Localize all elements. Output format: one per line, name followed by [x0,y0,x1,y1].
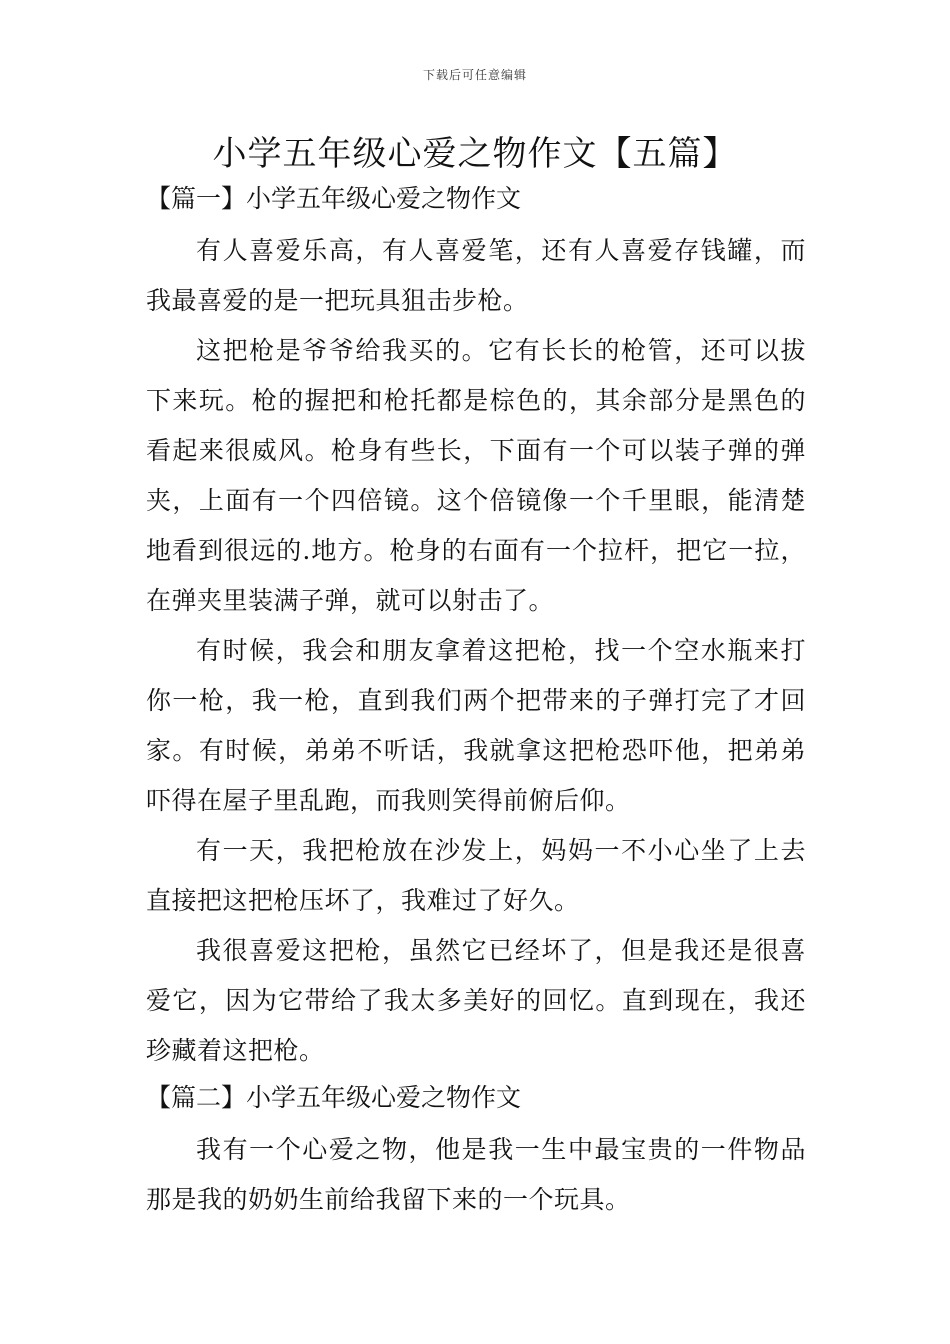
section-heading: 【篇二】小学五年级心爱之物作文 [146,1083,522,1112]
paragraph: 有人喜爱乐高，有人喜爱笔，还有人喜爱存钱罐，而我最喜爱的是一把玩具狙击步枪。 [146,236,806,315]
document-body [146,179,806,1225]
section-heading: 【篇一】小学五年级心爱之物作文 [146,184,522,213]
document-title: 小学五年级心爱之物作文【五篇】 [212,134,738,174]
paragraph: 我很喜爱这把枪，虽然它已经坏了，但是我还是很喜爱它，因为它带给了我太多美好的回忆。直到现在，我还珍藏着这把枪。 [146,936,806,1065]
paragraph: 这把枪是爷爷给我买的。它有长长的枪管，还可以拔下来玩。枪的握把和枪托都是棕色的，其余部分是黑色的看起来很威风。枪身有些长，下面有一个可以装子弹的弹夹，上面有一个四倍镜。这个倍镜像一个千里眼，能清楚地看到很远的.地方。枪身的右面有一个拉杆，把它一拉，在弹夹里装满子弹，就可以射击了。 [146,336,806,615]
paragraph: 我有一个心爱之物，他是我一生中最宝贵的一件物品那是我的奶奶生前给我留下来的一个玩具。 [146,1135,806,1214]
section-1 [146,179,806,1076]
paragraph: 有一天，我把枪放在沙发上，妈妈一不小心坐了上去直接把这把枪压坏了，我难过了好久。 [146,836,806,915]
header-note: 下载后可任意编辑 [422,68,527,82]
paragraph: 有时候，我会和朋友拿着这把枪，找一个空水瓶来打你一枪，我一枪，直到我们两个把带来的子弹打完了才回家。有时候，弟弟不听话，我就拿这把枪恐吓他，把弟弟吓得在屋子里乱跑，而我则笑得前俯后仰。 [146,636,806,815]
section-2 [146,1078,806,1225]
